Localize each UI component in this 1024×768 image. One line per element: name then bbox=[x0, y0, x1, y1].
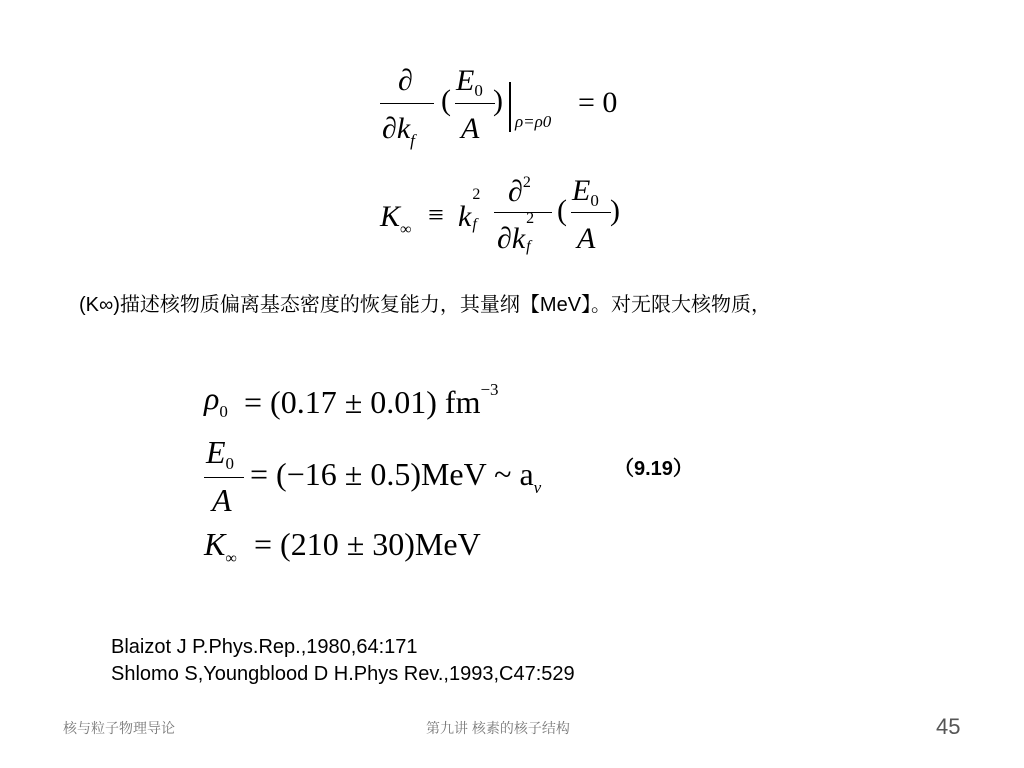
second-partial-numerator: ∂$^2$ bbox=[508, 174, 531, 208]
fraction-bar bbox=[204, 477, 244, 478]
reference-item: Shlomo S,Youngblood D H.Phys Rev.,1993,C47:529 bbox=[111, 663, 575, 685]
paren-open: ( bbox=[557, 194, 567, 227]
evaluation-bar bbox=[509, 82, 511, 132]
energy-numerator: $E_0$ bbox=[456, 64, 483, 100]
partial-denominator: $\partial k_f$ bbox=[382, 112, 415, 150]
page-number: 45 bbox=[936, 714, 961, 739]
rho-zero: $\rho_0$ bbox=[204, 380, 228, 421]
partial-numerator: ∂ bbox=[398, 64, 413, 97]
fraction-bar bbox=[380, 103, 434, 104]
binding-energy-value bbox=[250, 456, 541, 498]
equivalence-symbol: ≡ bbox=[428, 200, 444, 231]
k-infinity: $K_\infty$ bbox=[204, 526, 237, 567]
fraction-bar bbox=[571, 212, 611, 213]
fraction-bar bbox=[494, 212, 552, 213]
reference-item: Blaizot J P.Phys.Rep.,1980,64:171 bbox=[111, 636, 418, 658]
kf-squared: k 2 f bbox=[458, 186, 481, 233]
footer-course-title: 核与粒子物理导论 bbox=[63, 720, 175, 736]
energy-numerator: $E_0$ bbox=[572, 174, 599, 210]
equation-saturation-values bbox=[0, 360, 1024, 590]
equation-number: （9.19） bbox=[614, 458, 693, 480]
paren-close: ) bbox=[493, 84, 503, 117]
paren-close: ) bbox=[610, 194, 620, 227]
density-value bbox=[244, 380, 499, 421]
description-text: (K∞)描述核物质偏离基态密度的恢复能力，其量纲【MeV】。对无限大核物质， bbox=[79, 294, 772, 316]
energy-numerator: E0 bbox=[206, 434, 235, 473]
mass-denominator: A bbox=[577, 222, 596, 255]
k-infinity: $K_\infty$ bbox=[380, 200, 412, 238]
fraction-bar bbox=[455, 103, 495, 104]
mass-denominator: A bbox=[461, 112, 480, 145]
incompressibility-value: = (210 ± 30)MeV bbox=[254, 526, 481, 562]
equation-incompressibility bbox=[0, 160, 1024, 270]
references bbox=[111, 634, 575, 688]
equals-zero: = 0 bbox=[578, 86, 618, 119]
evaluation-condition: ρ=ρ0 bbox=[515, 112, 552, 131]
footer-lecture-title: 第九讲 核素的核子结构 bbox=[426, 720, 570, 736]
second-partial-denominator: ∂k 2 f bbox=[497, 210, 535, 255]
binding-energy-expression: = (−16 ± 0.5)MeV ~ a bbox=[250, 456, 534, 492]
density-exponent: −3 bbox=[480, 380, 499, 399]
volume-subscript: v bbox=[533, 478, 542, 497]
mass-denominator: A bbox=[212, 482, 232, 518]
equation-derivative-zero bbox=[0, 0, 1024, 160]
density-expression: = (0.17 ± 0.01) fm bbox=[244, 384, 481, 420]
paren-open: ( bbox=[441, 84, 451, 117]
